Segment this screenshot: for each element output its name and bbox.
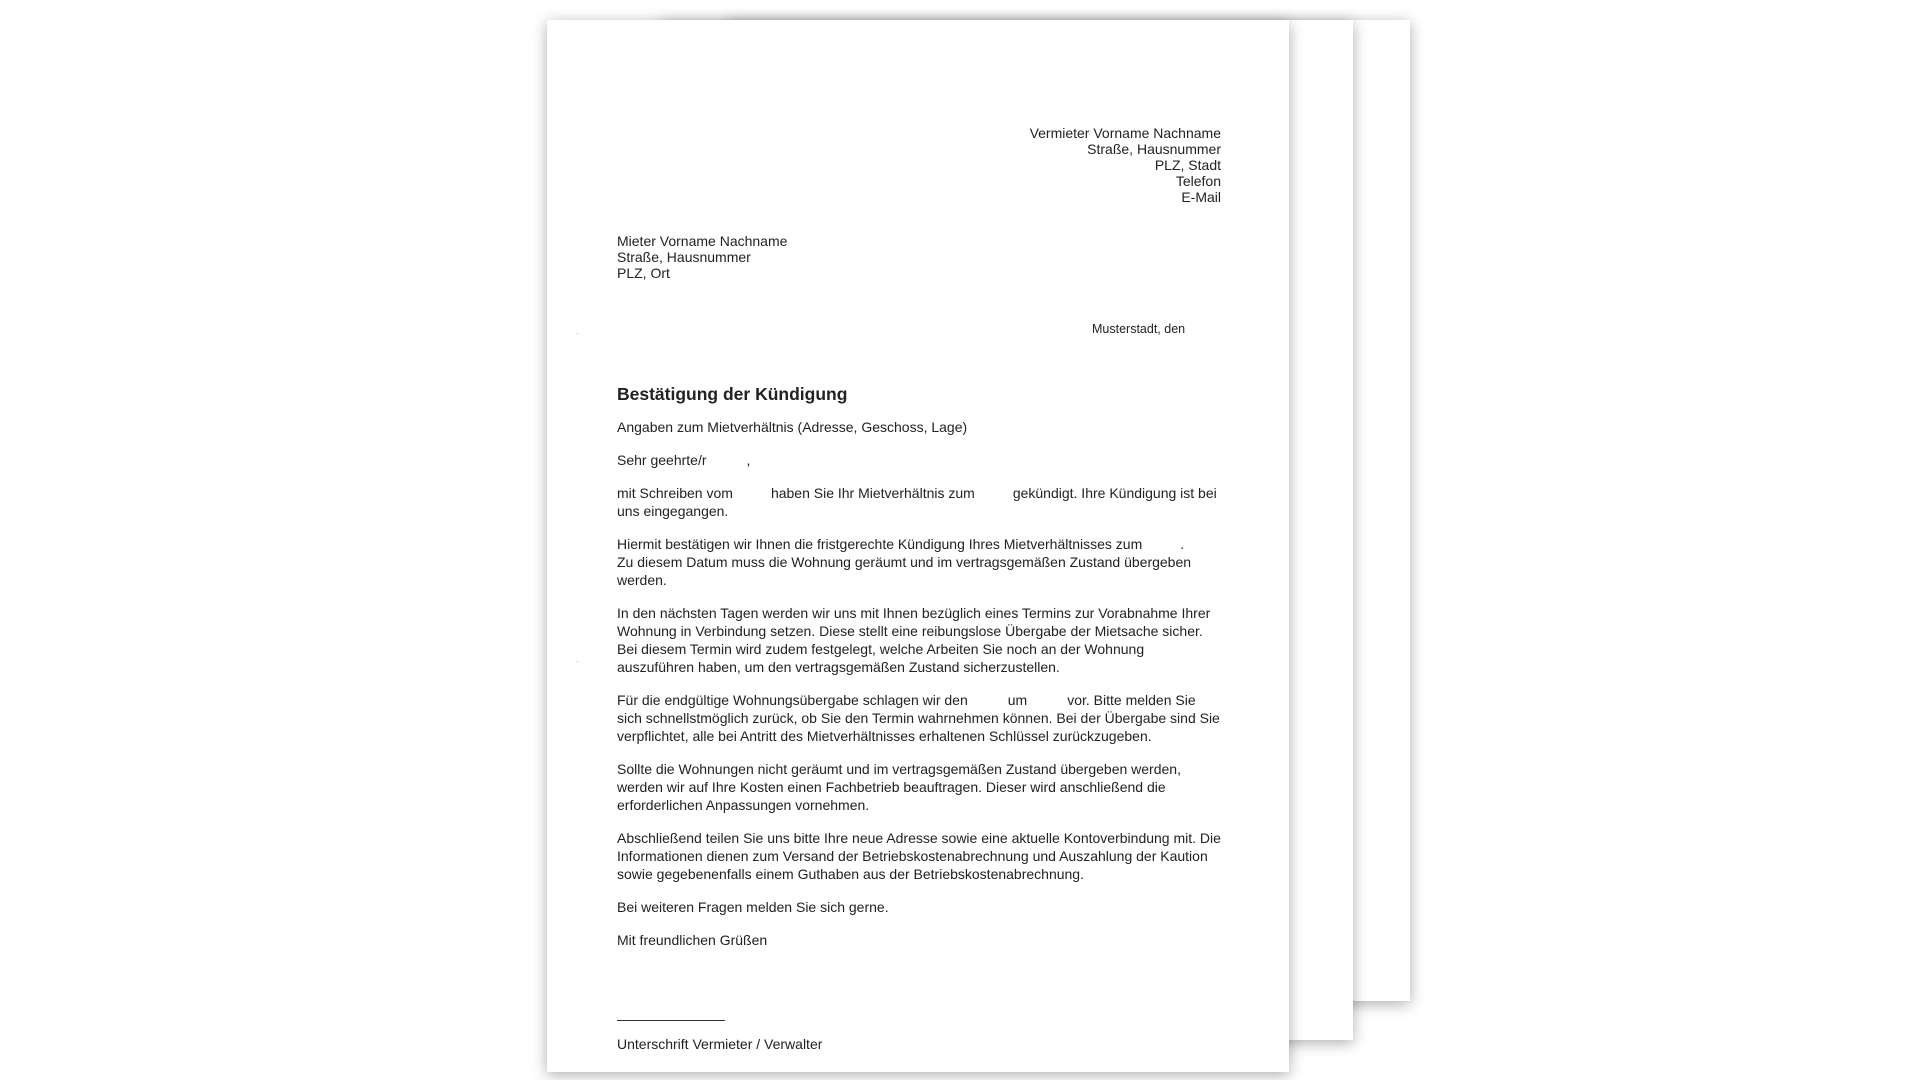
paragraph-4-part-b: um xyxy=(1007,692,1028,708)
paragraph-2-part-c: Zu diesem Datum muss die Wohnung geräumt und im vertragsgemäßen Zustand übergeben werden. xyxy=(617,554,1192,588)
paragraph-1-part-c: gekündigt. Ihre Kündigung ist bei uns eingegangen. xyxy=(617,485,1217,519)
sender-street: Straße, Hausnummer xyxy=(1087,141,1221,157)
paragraph-6: Abschließend teilen Sie uns bitte Ihre neue Adresse sowie eine aktuelle Kontoverbindung mit. Die Informationen dienen zum Versand der Betriebskostenabrechnung und Auszahlung der Kaution sowie gegebenenfalls einem Guthaben aus der Betriebskostenabrechnung. xyxy=(617,830,1221,882)
subject-line: Angaben zum Mietverhältnis (Adresse, Geschoss, Lage) xyxy=(617,419,968,435)
recipient-city: PLZ, Ort xyxy=(617,265,670,281)
sender-phone: Telefon xyxy=(1175,173,1221,189)
letter-title: Bestätigung der Kündigung xyxy=(617,384,848,404)
signature-line xyxy=(617,1020,725,1021)
salutation-end: , xyxy=(746,452,751,468)
margin-mark xyxy=(577,661,578,662)
closing: Mit freundlichen Grüßen xyxy=(617,932,768,948)
sender-email: E-Mail xyxy=(1181,189,1221,205)
signature-label: Unterschrift Vermieter / Verwalter xyxy=(617,1036,823,1052)
paragraph-2 xyxy=(617,535,1221,589)
salutation xyxy=(617,451,1221,469)
paragraph-2-part-b: . xyxy=(1180,536,1185,552)
sender-city: PLZ, Stadt xyxy=(1154,157,1221,173)
recipient-street: Straße, Hausnummer xyxy=(617,249,751,265)
paragraph-4-part-c: vor. Bitte melden Sie sich schnellstmöglich zurück, ob Sie den Termin wahrnehmen können. Bei der Übergabe sind Sie verpflichtet, alle bei Antritt des Mietverhältnisses erhaltenen Schlüssel zurückzugeben. xyxy=(617,692,1220,744)
salutation-text: Sehr geehrte/r xyxy=(617,452,707,468)
paragraph-1-part-b: haben Sie Ihr Mietverhältnis zum xyxy=(770,485,975,501)
margin-mark xyxy=(577,333,578,334)
paragraph-1 xyxy=(617,484,1221,520)
document-page-front xyxy=(547,20,1289,1072)
paragraph-4 xyxy=(617,691,1221,745)
paragraph-3: In den nächsten Tagen werden wir uns mit Ihnen bezüglich eines Termins zur Vorabnahme Ihrer Wohnung in Verbindung setzen. Diese stellt eine reibungslose Übergabe der Mietsache sicher. Bei diesem Termin wird zudem festgelegt, welche Arbeiten Sie noch an der Wohnung auszuführen haben, um den vertragsgemäßen Zustand sicherzustellen. xyxy=(617,605,1211,675)
sender-name: Vermieter Vorname Nachname xyxy=(1029,125,1221,141)
date-line: Musterstadt, den xyxy=(1092,322,1186,336)
paragraph-1-part-a: mit Schreiben vom xyxy=(617,485,733,501)
sender-address-block xyxy=(921,125,1221,205)
paragraph-5: Sollte die Wohnungen nicht geräumt und im vertragsgemäßen Zustand übergeben werden, werden wir auf Ihre Kosten einen Fachbetrieb beauftragen. Dieser wird anschließend die erforderlichen Anpassungen vornehmen. xyxy=(617,761,1181,813)
recipient-address-block xyxy=(617,233,787,281)
letter-body xyxy=(617,418,1221,964)
paragraph-7: Bei weiteren Fragen melden Sie sich gerne. xyxy=(617,899,889,915)
paragraph-2-part-a: Hiermit bestätigen wir Ihnen die fristgerechte Kündigung Ihres Mietverhältnisses zum xyxy=(617,536,1143,552)
recipient-name: Mieter Vorname Nachname xyxy=(617,233,788,249)
paragraph-4-part-a: Für die endgültige Wohnungsübergabe schlagen wir den xyxy=(617,692,968,708)
